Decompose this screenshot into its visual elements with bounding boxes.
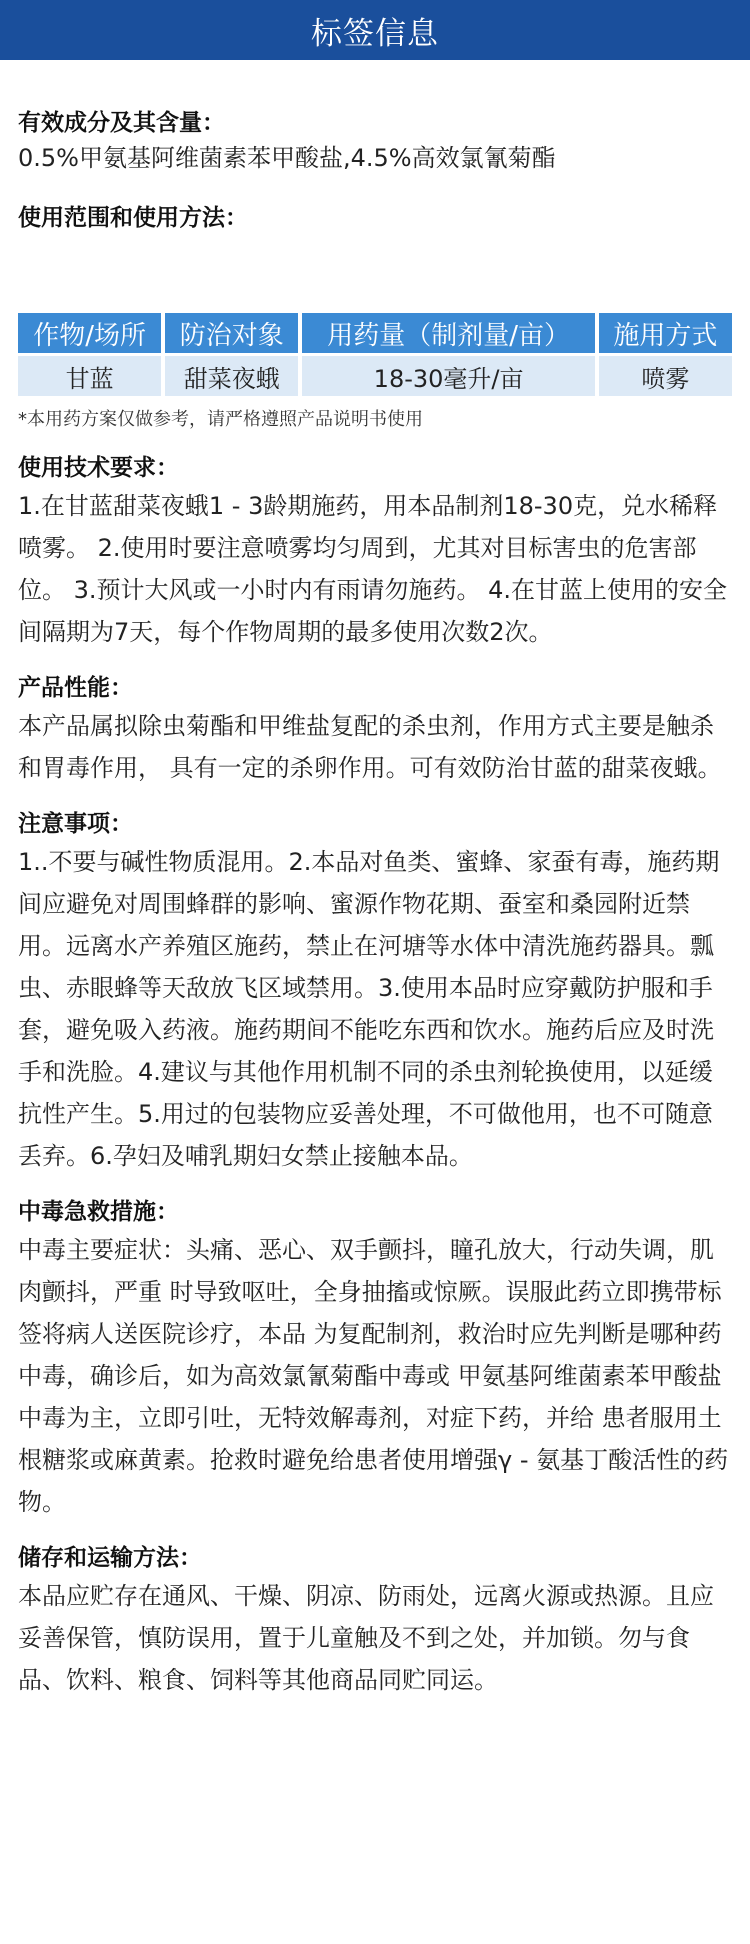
- dosage-table-wrapper: [18, 310, 732, 399]
- usage-title: 使用范围和使用方法：: [18, 205, 248, 231]
- firstaid-text: 中毒主要症状：头痛、恶心、双手颤抖，瞳孔放大，行动失调，肌肉颤抖，严重 时导致呕吐，全身抽搐或惊厥。误服此药立即携带标签将病人送医院诊疗，本品 为复配制剂，救治时应先判断是哪种药中毒，确诊后，如为高效氯氰菊酯中毒或 甲氨基阿维菌素苯甲酸盐中毒为主，立即引吐，无特效解毒剂，对症下药，并给 患者服用土根糖浆或麻黄素。抢救时避免给患者使用增强γ - 氨基丁酸活性的药物。: [18, 1236, 729, 1516]
- storage-text: 本品应贮存在通风、干燥、阴凉、防雨处，远离火源或热源。且应妥善保管，慎防误用，置于儿童触及不到之处，并加锁。勿与食品、饮料、粮食、饲料等其他商品同贮同运。: [18, 1582, 714, 1694]
- table-cell-crop: 甘蓝: [18, 356, 161, 396]
- firstaid-title: 中毒急救措施：: [18, 1199, 179, 1225]
- label-content: [0, 60, 750, 1701]
- tech-text: 1.在甘蓝甜菜夜蛾1 - 3龄期施药，用本品制剂18-30克，兑水稀释喷雾。 2.使用时要注意喷雾均匀周到，尤其对目标害虫的危害部位。 3.预计大风或一小时内有雨请勿施药。 4.在甘蓝上使用的安全间隔期为7天，每个作物周期的最多使用次数2次。: [18, 492, 728, 646]
- usage-note: *本用药方案仅做参考，请严格遵照产品说明书使用: [18, 409, 423, 430]
- notice-text: 1..不要与碱性物质混用。2.本品对鱼类、蜜蜂、家蚕有毒，施药期间应避免对周围蜂群的影响、蜜源作物花期、蚕室和桑园附近禁用。远离水产养殖区施药，禁止在河塘等水体中清洗施药器具。瓢虫、赤眼蜂等天敌放飞区域禁用。3.使用本品时应穿戴防护服和手套，避免吸入药液。施药期间不能吃东西和饮水。施药后应及时洗手和洗脸。4.建议与其他作用机制不同的杀虫剂轮换使用，以延缓抗性产生。5.用过的包装物应妥善处理，不可做他用，也不可随意丢弃。6.孕妇及哺乳期妇女禁止接触本品。: [18, 848, 720, 1170]
- ingredients-text: 0.5%甲氨基阿维菌素苯甲酸盐,4.5%高效氯氰菊酯: [18, 144, 556, 172]
- performance-text: 本产品属拟除虫菊酯和甲维盐复配的杀虫剂，作用方式主要是触杀和胃毒作用， 具有一定的杀卵作用。可有效防治甘蓝的甜菜夜蛾。: [18, 712, 722, 782]
- table-cell-method: 喷雾: [599, 356, 732, 396]
- tech-title: 使用技术要求：: [18, 455, 179, 481]
- usage-section: [18, 201, 732, 435]
- notice-title: 注意事项：: [18, 811, 133, 837]
- dosage-table: [14, 310, 736, 399]
- performance-title: 产品性能：: [18, 675, 133, 701]
- ingredients-section: [18, 60, 732, 176]
- ingredients-title: 有效成分及其含量：: [18, 110, 225, 136]
- page-title: 标签信息: [311, 15, 439, 52]
- table-header-method: 施用方式: [599, 313, 732, 353]
- storage-title: 储存和运输方法：: [18, 1545, 202, 1571]
- table-cell-dosage: 18-30毫升/亩: [302, 356, 594, 396]
- notice-section: [18, 807, 732, 1177]
- table-header-row: [18, 313, 732, 353]
- performance-section: [18, 671, 732, 789]
- tech-section: [18, 451, 732, 653]
- storage-section: [18, 1541, 732, 1701]
- firstaid-section: [18, 1195, 732, 1523]
- table-header-crop: 作物/场所: [18, 313, 161, 353]
- table-row: [18, 356, 732, 396]
- table-header-dosage: 用药量（制剂量/亩）: [302, 313, 594, 353]
- table-header-target: 防治对象: [165, 313, 298, 353]
- table-cell-target: 甜菜夜蛾: [165, 356, 298, 396]
- page-header: [0, 0, 750, 60]
